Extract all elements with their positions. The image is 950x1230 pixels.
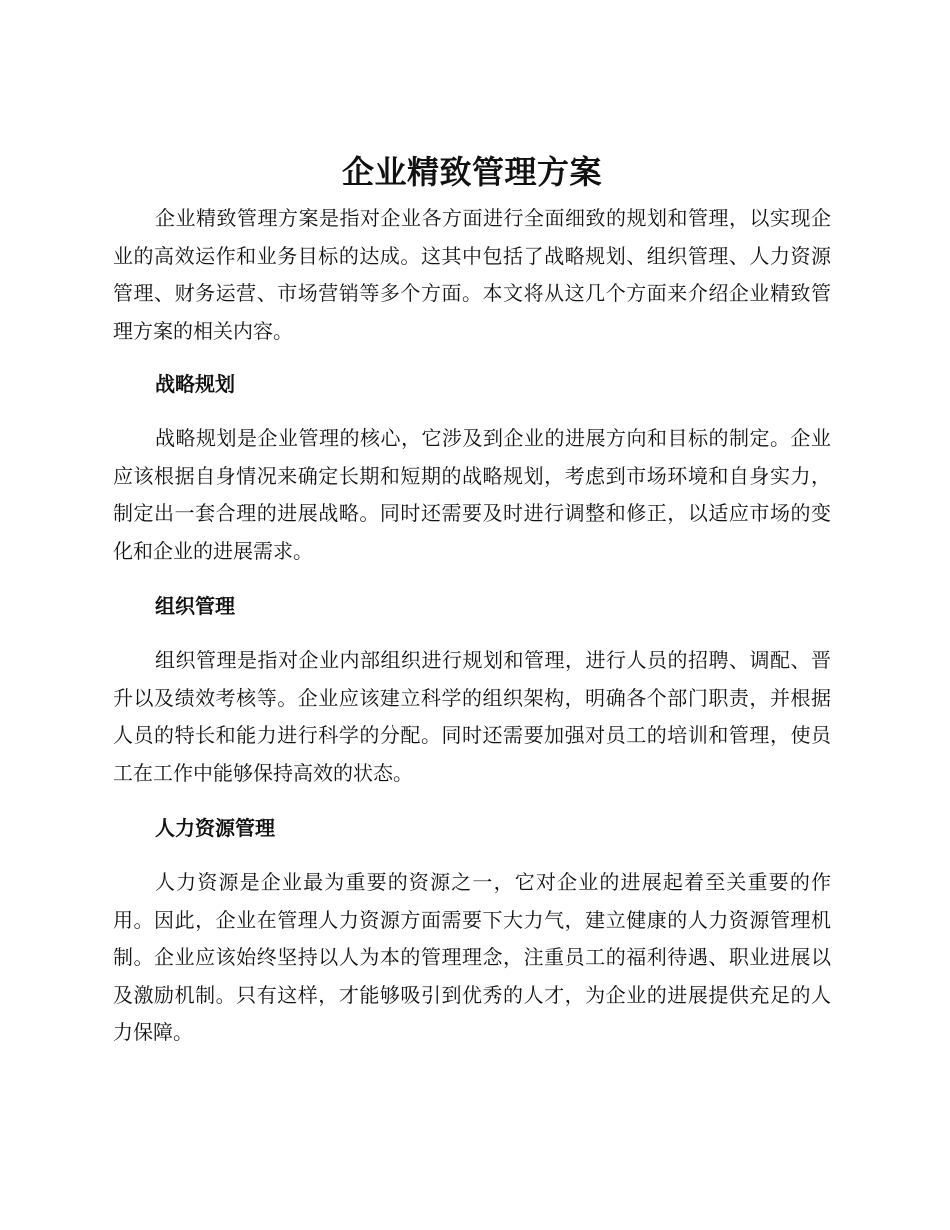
section-body-strategy: 战略规划是企业管理的核心，它涉及到企业的进展方向和目标的制定。企业应该根据自身情况来确定长期和短期的战略规划，考虑到市场环境和自身实力，制定出一套合理的进展战略。同时还需要及时进行调整和修正，以适应市场的变化和企业的进展需求。 <box>113 426 831 563</box>
section-heading-organization: 组织管理 <box>155 594 235 618</box>
section-body-organization: 组织管理是指对企业内部组织进行规划和管理，进行人员的招聘、调配、晋升以及绩效考核等。企业应该建立科学的组织架构，明确各个部门职责，并根据人员的特长和能力进行科学的分配。同时还需要加强对员工的培训和管理，使员工在工作中能够保持高效的状态。 <box>113 648 831 785</box>
intro-paragraph: 企业精致管理方案是指对企业各方面进行全面细致的规划和管理，以实现企业的高效运作和业务目标的达成。这其中包括了战略规划、组织管理、人力资源管理、财务运营、市场营销等多个方面。本文将从这几个方面来介绍企业精致管理方案的相关内容。 <box>113 206 831 343</box>
section-heading-strategy: 战略规划 <box>155 372 235 396</box>
document-page <box>113 150 831 1052</box>
section-body-human-resources: 人力资源是企业最为重要的资源之一，它对企业的进展起着至关重要的作用。因此，企业在管理人力资源方面需要下大力气，建立健康的人力资源管理机制。企业应该始终坚持以人为本的管理理念，注重员工的福利待遇、职业进展以及激励机制。只有这样，才能够吸引到优秀的人才，为企业的进展提供充足的人力保障。 <box>113 870 831 1044</box>
section-heading-human-resources: 人力资源管理 <box>155 816 275 840</box>
document-title: 企业精致管理方案 <box>341 153 602 191</box>
